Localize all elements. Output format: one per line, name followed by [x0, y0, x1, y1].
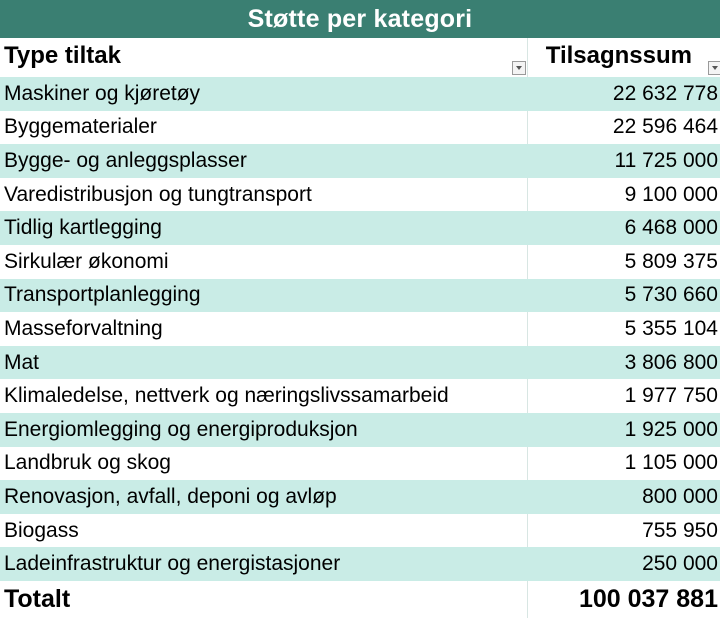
row-value: 11 725 000 [614, 148, 718, 172]
row-label: Tidlig kartlegging [4, 216, 162, 240]
row-value: 22 596 464 [612, 115, 718, 139]
row-label: Energiomlegging og energiproduksjon [4, 417, 358, 441]
column-header-amount: Tilsagnssum [545, 42, 692, 69]
table-row [0, 379, 720, 413]
table-row [0, 514, 720, 548]
total-row [0, 581, 720, 619]
row-label: Biogass [4, 518, 79, 542]
row-value: 250 000 [642, 552, 718, 576]
row-label: Masseforvaltning [4, 316, 163, 340]
table-row [0, 547, 720, 581]
table-row [0, 211, 720, 245]
row-value: 1 925 000 [624, 417, 718, 441]
row-value: 5 809 375 [624, 249, 718, 273]
table-row [0, 480, 720, 514]
header-row [0, 38, 720, 77]
row-value: 5 355 104 [624, 316, 718, 340]
row-label: Landbruk og skog [4, 451, 171, 475]
table-row [0, 447, 720, 481]
row-value: 9 100 000 [624, 182, 718, 206]
row-label: Varedistribusjon og tungtransport [4, 182, 312, 206]
row-value: 5 730 660 [624, 283, 718, 307]
row-label: Klimaledelse, nettverk og næringslivssamarbeid [4, 384, 449, 408]
row-value: 3 806 800 [624, 350, 718, 374]
row-label: Transportplanlegging [4, 283, 201, 307]
table-row [0, 245, 720, 279]
row-label: Renovasjon, avfall, deponi og avløp [4, 484, 337, 508]
row-label: Bygge- og anleggsplasser [4, 148, 247, 172]
row-value: 1 977 750 [624, 384, 718, 408]
row-value: 755 950 [642, 518, 718, 542]
total-value: 100 037 881 [578, 585, 718, 614]
row-value: 800 000 [642, 484, 718, 508]
table-title: Støtte per kategori [0, 0, 720, 38]
row-value: 1 105 000 [624, 451, 718, 475]
table-row [0, 413, 720, 447]
table-row [0, 279, 720, 313]
row-value: 6 468 000 [624, 216, 718, 240]
total-label: Totalt [4, 585, 71, 614]
table-row [0, 111, 720, 145]
table-row [0, 144, 720, 178]
filter-dropdown-amount[interactable] [708, 61, 720, 75]
column-header-type: Type tiltak [4, 42, 121, 69]
chevron-down-icon [712, 66, 718, 70]
row-label: Sirkulær økonomi [4, 249, 169, 273]
chevron-down-icon [516, 66, 522, 70]
row-value: 22 632 778 [612, 81, 718, 105]
table-row [0, 178, 720, 212]
row-label: Byggematerialer [4, 115, 157, 139]
row-label: Ladeinfrastruktur og energistasjoner [4, 552, 341, 576]
table-body [0, 77, 720, 581]
filter-dropdown-type[interactable] [512, 61, 526, 75]
table-row [0, 312, 720, 346]
row-label: Mat [4, 350, 40, 374]
table-row [0, 77, 720, 111]
table-row [0, 346, 720, 380]
row-label: Maskiner og kjøretøy [4, 81, 201, 105]
